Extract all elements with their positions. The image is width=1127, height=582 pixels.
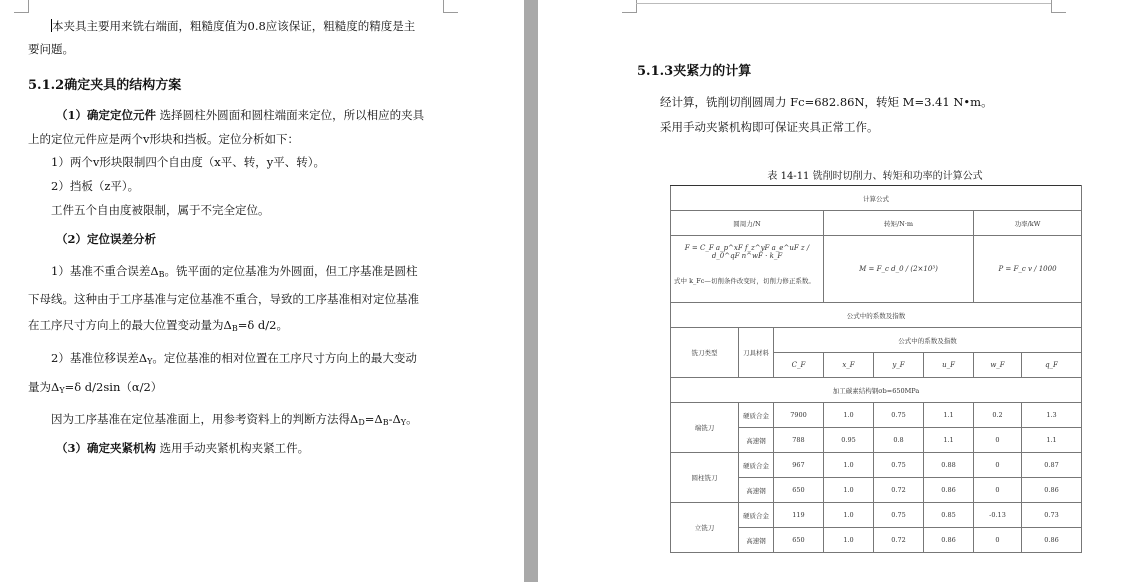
value-cell: 0.75 <box>874 403 924 428</box>
item2-heading: （2）定位误差分析 <box>56 232 157 246</box>
header-force: 圆周力/N <box>671 211 824 236</box>
material-cell: 高速钢 <box>739 428 774 453</box>
value-cell: 1.0 <box>824 453 874 478</box>
value-cell: 0.2 <box>974 403 1022 428</box>
error1-paragraph: 1）基准不重合误差$\Delta_B$。铣平面的定位基准为外圆面，但工序基准是圆柱 <box>51 264 418 279</box>
table-row <box>671 453 1082 478</box>
value-cell: 1.0 <box>824 478 874 503</box>
value-cell: 650 <box>774 478 824 503</box>
error1-paragraph-cont2: 在工序尺寸方向上的最大位置变动量为$\Delta_B=\delta$ d/2。 <box>28 318 288 333</box>
value-cell: 1.1 <box>924 428 974 453</box>
cutter-type-cell: 圆柱铣刀 <box>671 453 739 503</box>
symbol-cell: w_F <box>974 353 1022 378</box>
intro-paragraph-cont: 要问题。 <box>28 42 74 56</box>
material-cell: 高速钢 <box>739 528 774 553</box>
value-cell: 0.88 <box>924 453 974 478</box>
table-caption: 表 14-11 铣削时切削力、转矩和功率的计算公式 <box>767 171 983 182</box>
cutter-type-cell: 端铣刀 <box>671 403 739 453</box>
table-section-row <box>671 186 1082 211</box>
error2-paragraph: 2）基准位移误差$\Delta_Y$。定位基准的相对位置在工序尺寸方向上的最大变动 <box>51 351 417 366</box>
value-cell: 967 <box>774 453 824 478</box>
value-cell: -0.13 <box>974 503 1022 528</box>
table-header-row <box>671 211 1082 236</box>
formula-force: F = C_F a_p^xF f_z^yF a_e^uF z / d_0^qF n^wF · k_F <box>684 244 810 260</box>
cutter-type-cell: 立铣刀 <box>671 503 739 553</box>
calc-result-line: 经计算，铣削切削圆周力 Fc=682.86N，转矩 M=3.41 N•m。 <box>660 95 993 109</box>
crop-mark <box>1051 0 1066 13</box>
header-torque: 转矩/N·m <box>824 211 974 236</box>
crop-mark <box>14 0 29 13</box>
value-cell: 1.0 <box>824 403 874 428</box>
header-coefficients: 公式中的系数及指数 <box>774 328 1082 353</box>
cutting-force-table <box>670 185 1082 553</box>
value-cell: 0.73 <box>1022 503 1082 528</box>
value-cell: 0 <box>974 478 1022 503</box>
summary-line: 工件五个自由度被限制，属于不完全定位。 <box>51 203 270 217</box>
coef-header-row <box>671 328 1082 353</box>
section-title: 计算公式 <box>671 186 1082 211</box>
symbol-cell: x_F <box>824 353 874 378</box>
value-cell: 788 <box>774 428 824 453</box>
value-cell: 0.8 <box>874 428 924 453</box>
value-cell: 0 <box>974 528 1022 553</box>
value-cell: 0.86 <box>924 478 974 503</box>
crop-mark <box>443 0 458 13</box>
formula-power-cell <box>974 236 1082 303</box>
table-section-row <box>671 378 1082 403</box>
formula-note: 式中 k_Fc—切削条件改变时，切削力修正系数。 <box>674 277 815 285</box>
material-cell: 硬质合金 <box>739 453 774 478</box>
formula-torque-cell <box>824 236 974 303</box>
error2-paragraph-cont: 量为$\Delta_Y=\delta$ d/2sin（α/2） <box>28 380 163 395</box>
left-page <box>0 0 524 582</box>
section-title: 公式中的系数及指数 <box>671 303 1082 328</box>
value-cell: 1.0 <box>824 503 874 528</box>
section-heading-5-1-3: 5.1.3夹紧力的计算 <box>637 64 752 79</box>
value-cell: 0.72 <box>874 528 924 553</box>
point-1: 1）两个v形块限制四个自由度（x平、转，y平、转）。 <box>51 155 326 169</box>
table-row <box>671 503 1082 528</box>
table-row <box>671 403 1082 428</box>
symbol-cell: y_F <box>874 353 924 378</box>
value-cell: 1.1 <box>924 403 974 428</box>
value-cell: 1.1 <box>1022 428 1082 453</box>
value-cell: 0.95 <box>824 428 874 453</box>
value-cell: 0.75 <box>874 453 924 478</box>
value-cell: 0.87 <box>1022 453 1082 478</box>
value-cell: 0 <box>974 428 1022 453</box>
item1-paragraph-cont: 上的定位元件应是两个v形块和挡板。定位分析如下： <box>28 132 299 146</box>
value-cell: 119 <box>774 503 824 528</box>
value-cell: 0 <box>974 453 1022 478</box>
value-cell: 650 <box>774 528 824 553</box>
item1-paragraph: （1）确定定位元件 选择圆柱外圆面和圆柱端面来定位，所以相应的夹具 <box>56 108 425 122</box>
error1-paragraph-cont: 下母线。这种由于工序基准与定位基准不重合，导致的工序基准相对定位基准 <box>28 292 419 306</box>
conclusion-line: 因为工序基准在定位基准面上，用参考资料上的判断方法得$\Delta_D=\Delta_B-\Delta_Y$。 <box>51 412 418 427</box>
symbol-cell: u_F <box>924 353 974 378</box>
item3-paragraph: （3）确定夹紧机构 选用手动夹紧机构夹紧工件。 <box>56 441 310 455</box>
value-cell: 0.75 <box>874 503 924 528</box>
value-cell: 0.85 <box>924 503 974 528</box>
value-cell: 1.3 <box>1022 403 1082 428</box>
section-heading-5-1-2: 5.1.2确定夹具的结构方案 <box>28 78 182 93</box>
table-section-row <box>671 303 1082 328</box>
page-gutter <box>524 0 538 582</box>
point-2: 2）挡板（z平）。 <box>51 179 140 193</box>
formula-row <box>671 236 1082 303</box>
formula-force-cell <box>671 236 824 303</box>
clamp-conclusion-line: 采用手动夹紧机构即可保证夹具正常工作。 <box>660 120 879 134</box>
value-cell: 0.72 <box>874 478 924 503</box>
value-cell: 0.86 <box>924 528 974 553</box>
value-cell: 0.86 <box>1022 528 1082 553</box>
formula-torque: M = F_c d_0 / (2×10³) <box>859 265 938 273</box>
symbol-cell: C_F <box>774 353 824 378</box>
section-title: 加工碳素结构钢σb=650MPa <box>671 378 1082 403</box>
intro-paragraph[interactable]: 本夹具主要用来铣右端面，粗糙度值为0.8应该保证，粗糙度的精度是主 <box>52 19 416 33</box>
material-cell: 高速钢 <box>739 478 774 503</box>
material-cell: 硬质合金 <box>739 403 774 428</box>
header-power: 功率/kW <box>974 211 1082 236</box>
crop-mark <box>622 0 637 13</box>
header-tool-material: 刀具材料 <box>739 328 774 378</box>
material-cell: 硬质合金 <box>739 503 774 528</box>
symbol-cell: q_F <box>1022 353 1082 378</box>
header-cutter-type: 铣刀类型 <box>671 328 739 378</box>
value-cell: 0.86 <box>1022 478 1082 503</box>
value-cell: 7900 <box>774 403 824 428</box>
header-line <box>636 3 1051 4</box>
value-cell: 1.0 <box>824 528 874 553</box>
formula-power: P = F_c v / 1000 <box>998 265 1057 273</box>
